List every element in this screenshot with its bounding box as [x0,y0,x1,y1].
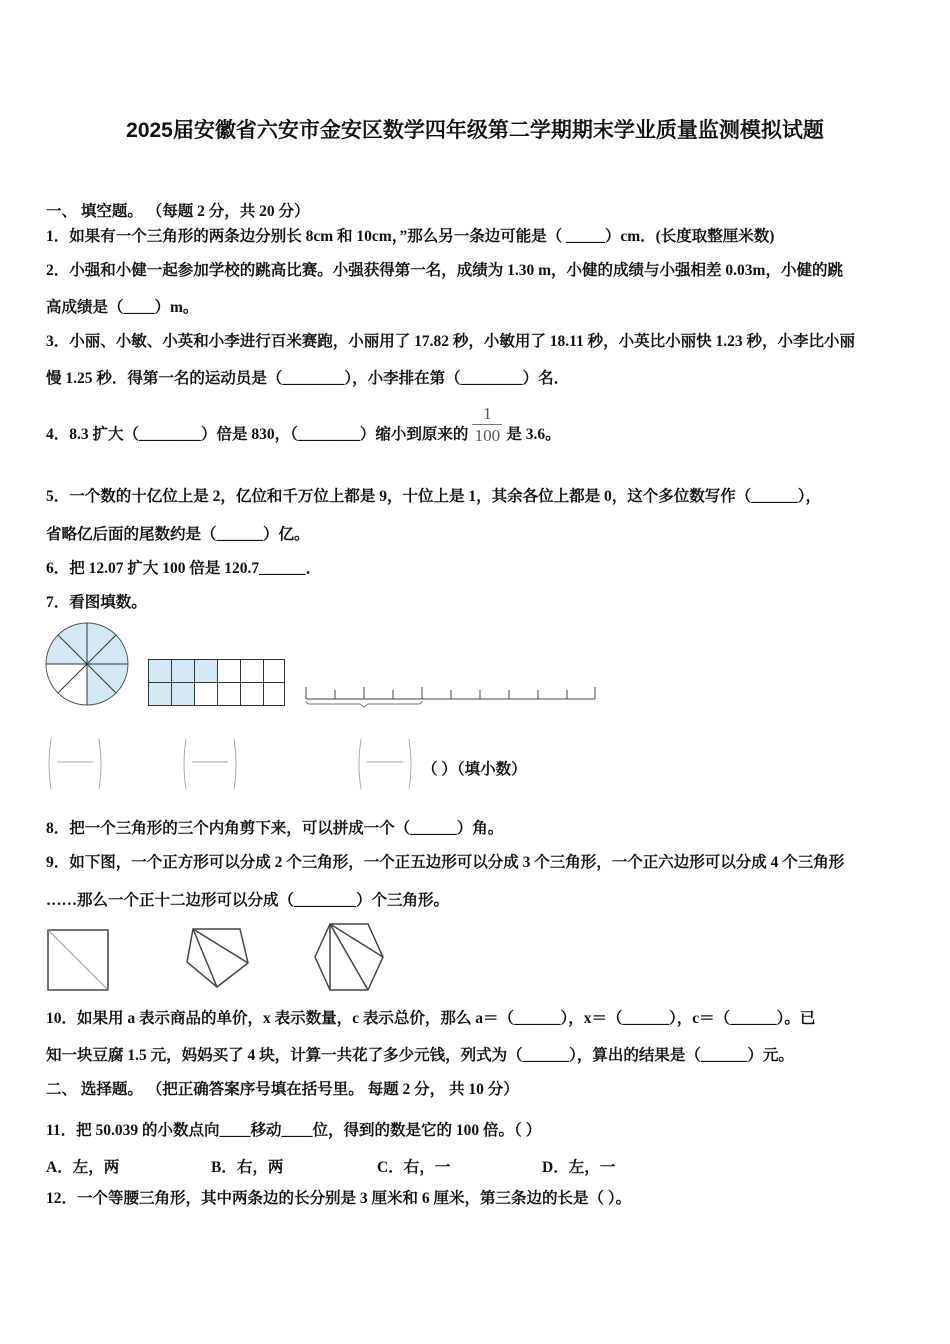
fraction-numerator: 1 [483,404,492,423]
question-4-text: 4．8.3 扩大（________）倍是 830，（________）缩小到原来的 [46,426,469,443]
q11-option-a[interactable]: A．左，两 [46,1159,120,1176]
question-8: 8．把一个三角形的三个内角剪下来，可以拼成一个（______）角。 [46,820,504,837]
fraction-answer-box-3[interactable] [357,738,415,790]
section-heading-fill-blank: 一、 填空题。 （每题 2 分，共 20 分） [46,203,310,220]
hexagon-divided-figure [313,921,385,993]
question-5-line1: 5．一个数的十亿位上是 2，亿位和千万位上都是 9，十位上是 1，其余各位上都是 0，这个多位数写作（______）， [46,488,822,505]
question-2-line1: 2．小强和小健一起参加学校的跳高比赛。小强获得第一名，成绩为 1.30 m，小健的成绩与小强相差 0.03m，小健的跳 [46,262,843,279]
question-3-line2: 慢 1.25 秒．得第一名的运动员是（________），小李排在第（________）名． [46,370,570,387]
question-10-line2: 知一块豆腐 1.5 元，妈妈买了 4 块，计算一共花了多少元钱，列式为（______），算出的结果是（______）元。 [46,1047,794,1064]
question-2-line2: 高成绩是（____）m。 [46,299,199,316]
question-9-line1: 9．如下图，一个正方形可以分成 2 个三角形，一个正五边形可以分成 3 个三角形，一个正六边形可以分成 4 个三角形 [46,854,845,871]
question-4 [46,404,561,445]
fraction-answer-box-2[interactable] [182,738,240,790]
question-4-tail: 是 3.6。 [506,426,561,443]
fraction-bar [472,424,502,425]
square-divided-figure [46,928,110,992]
page-title: 2025届安徽省六安市金安区数学四年级第二学期期末学业质量监测模拟试题 [126,119,824,142]
question-6: 6．把 12.07 扩大 100 倍是 120.7______． [46,560,322,577]
q11-option-d[interactable]: D．左，一 [542,1159,616,1176]
question-5-line2: 省略亿后面的尾数约是（______）亿。 [46,526,310,543]
q11-option-b[interactable]: B．右，两 [211,1159,284,1176]
question-1: 1．如果有一个三角形的两条边分别长 8cm 和 10cm，”那么另一条边可能是（ _____）cm．(长度取整厘米数) [46,228,775,245]
number-line-figure [305,686,597,708]
q11-option-c[interactable]: C．右，一 [377,1159,451,1176]
fraction-answer-box-1[interactable] [47,738,105,790]
question-9-line2: ……那么一个正十二边形可以分成（________）个三角形。 [46,892,450,909]
pentagon-divided-figure [185,925,251,991]
question-7: 7．看图填数。 [46,594,147,611]
question-10-line1: 10．如果用 a 表示商品的单价，x 表示数量，c 表示总价，那么 a＝（______），x＝（______），c＝（______）。已 [46,1010,816,1027]
question-11: 11．把 50.039 的小数点向____移动____位，得到的数是它的 100 倍。（ ） [46,1122,542,1139]
grid-figure [148,659,286,706]
decimal-answer-prompt: （ ）（填小数） [422,761,527,778]
circle-figure [45,622,129,706]
section-heading-multiple-choice: 二、 选择题。 （把正确答案序号填在括号里。 每题 2 分， 共 10 分） [46,1081,519,1098]
fraction-one-hundredth [471,404,503,445]
question-12: 12．一个等腰三角形，其中两条边的长分别是 3 厘米和 6 厘米，第三条边的长是（ ）。 [46,1190,632,1207]
fraction-denominator: 100 [474,426,501,445]
question-3-line1: 3．小丽、小敏、小英和小李进行百米赛跑，小丽用了 17.82 秒，小敏用了 18.11 秒，小英比小丽快 1.23 秒，小李比小丽 [46,333,856,350]
